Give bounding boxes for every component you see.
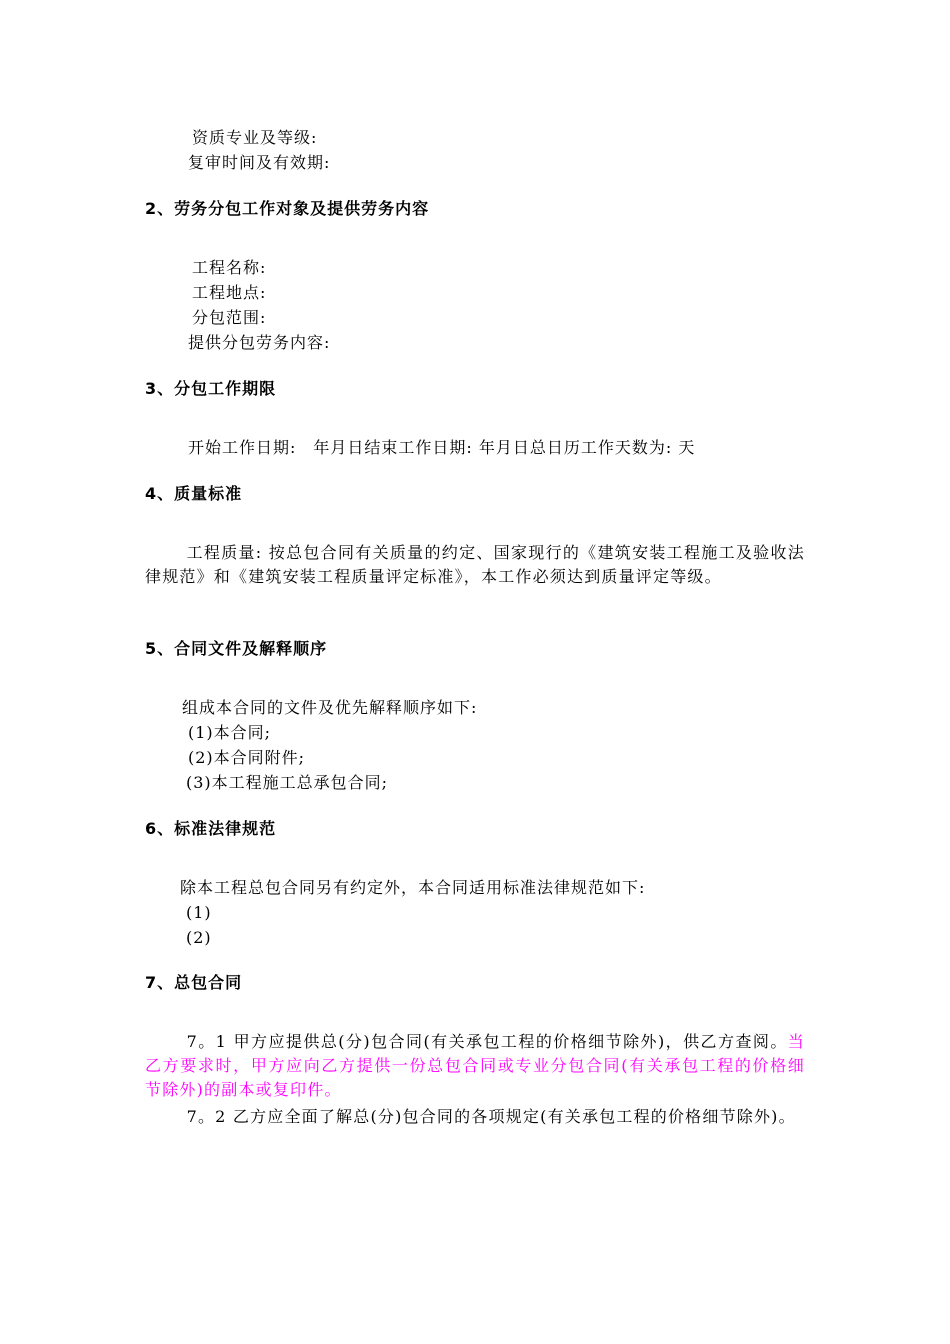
contract-documents-intro: 组成本合同的文件及优先解释顺序如下: <box>182 698 478 717</box>
contract-document-item: (2)本合同附件; <box>188 748 306 767</box>
clause-7-1-highlighted-text: 当乙方要求时，甲方应向乙方提供一份总包合同或专业分包合同(有关承包工程的价格细节除外)的副本或复印件。 <box>145 1032 805 1099</box>
clause-7-1-paragraph <box>145 1030 805 1102</box>
project-name-label: 工程名称: <box>192 258 267 277</box>
clause-7-1-text: 7。1 甲方应提供总(分)包合同(有关承包工程的价格细节除外)，供乙方查阅。 <box>186 1032 788 1051</box>
subcontract-scope-label: 分包范围: <box>192 308 267 327</box>
legal-standard-item: (2) <box>186 928 212 947</box>
section-6-heading: 6、标准法律规范 <box>145 819 277 838</box>
quality-standard-paragraph: 工程质量: 按总包合同有关质量的约定、国家现行的《建筑安装工程施工及验收法律规范》和《建筑安装工程质量评定标准》，本工作必须达到质量评定等级。 <box>145 543 805 586</box>
project-site-label: 工程地点: <box>192 283 267 302</box>
contract-document-item: (1)本合同; <box>188 723 272 742</box>
contract-document-item: (3)本工程施工总承包合同; <box>186 773 389 792</box>
labor-content-label: 提供分包劳务内容: <box>188 333 331 352</box>
legal-standard-item: (1) <box>186 903 212 922</box>
section-4-heading: 4、质量标准 <box>145 484 243 503</box>
clause-7-2-paragraph: 7。2 乙方应全面了解总(分)包合同的各项规定(有关承包工程的价格细节除外)。 <box>186 1107 796 1126</box>
legal-standards-intro: 除本工程总包合同另有约定外，本合同适用标准法律规范如下: <box>180 878 646 897</box>
work-period-line: 开始工作日期: 年月日结束工作日期: 年月日总日历工作天数为: 天 <box>188 438 696 457</box>
section-3-heading: 3、分包工作期限 <box>145 379 277 398</box>
section-5-heading: 5、合同文件及解释顺序 <box>145 639 328 658</box>
qualification-label: 资质专业及等级: <box>192 128 318 147</box>
section-7-heading: 7、总包合同 <box>145 973 243 992</box>
review-period-label: 复审时间及有效期: <box>188 153 331 172</box>
section-2-heading: 2、劳务分包工作对象及提供劳务内容 <box>145 199 430 218</box>
